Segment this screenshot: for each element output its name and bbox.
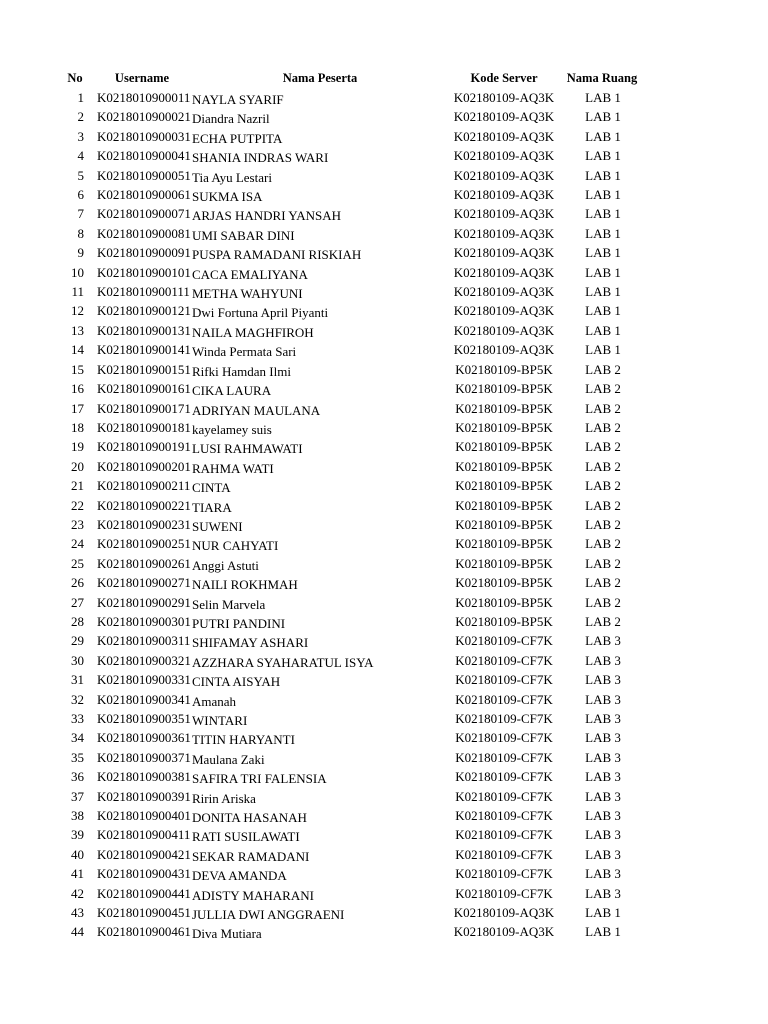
row-nama-peserta: ADRIYAN MAULANA: [192, 402, 321, 418]
row-nama-peserta: kayelamey suis: [192, 421, 272, 437]
row-kode-server: K02180109-AQ3K: [453, 284, 555, 300]
row-no: 11: [71, 284, 84, 300]
row-nama-ruang: LAB 3: [585, 691, 621, 707]
row-kode-server: K02180109-BP5K: [455, 555, 553, 571]
row-no: 3: [77, 128, 84, 144]
row-nama-ruang: LAB 3: [585, 711, 621, 726]
row-nama-peserta: NAYLA SYARIF: [192, 92, 284, 107]
table-row: [0, 360, 768, 379]
row-nama-ruang: LAB 2: [585, 439, 621, 455]
row-nama-peserta: SUKMA ISA: [192, 189, 263, 205]
row-username: K0218010900431: [97, 866, 191, 882]
row-kode-server: K02180109-CF7K: [455, 633, 553, 649]
header-username: Username: [114, 71, 170, 85]
row-kode-server: K02180109-CF7K: [455, 691, 553, 707]
row-nama-ruang: LAB 3: [585, 808, 621, 824]
row-no: 17: [71, 400, 84, 416]
row-nama-ruang: LAB 3: [585, 788, 621, 804]
row-nama-ruang: LAB 3: [585, 866, 621, 882]
row-no: 14: [71, 342, 84, 358]
row-kode-server: K02180109-AQ3K: [453, 264, 555, 280]
table-row: [0, 903, 768, 922]
table-row: [0, 88, 768, 107]
row-nama-peserta: PUSPA RAMADANI RISKIAH: [192, 247, 362, 263]
row-username: K0218010900211: [97, 478, 191, 494]
row-nama-peserta: SHIFAMAY ASHARI: [192, 635, 309, 651]
row-username: K0218010900381: [97, 769, 191, 785]
row-nama-ruang: LAB 3: [585, 730, 621, 746]
table-row: [0, 670, 768, 689]
row-no: 21: [71, 478, 84, 494]
row-nama-peserta: CINTA AISYAH: [192, 674, 281, 690]
row-nama-peserta: Maulana Zaki: [192, 751, 265, 767]
row-nama-peserta: METHA WAHYUNI: [192, 286, 303, 302]
row-username: K0218010900111: [97, 284, 190, 300]
row-kode-server: K02180109-CF7K: [455, 827, 553, 843]
table-row: [0, 806, 768, 825]
row-nama-ruang: LAB 2: [585, 536, 621, 552]
row-kode-server: K02180109-BP5K: [455, 575, 553, 591]
row-nama-peserta: TIARA: [192, 499, 232, 515]
row-no: 34: [71, 730, 84, 746]
row-username: K0218010900121: [97, 303, 191, 319]
row-no: 30: [71, 652, 84, 668]
row-no: 15: [71, 361, 84, 377]
row-username: K0218010900151: [97, 361, 191, 377]
row-nama-ruang: LAB 3: [585, 633, 621, 649]
row-kode-server: K02180109-BP5K: [455, 497, 553, 513]
row-kode-server: K02180109-AQ3K: [453, 245, 555, 261]
row-username: K0218010900311: [97, 633, 191, 649]
row-username: K0218010900161: [97, 381, 191, 397]
row-kode-server: K02180109-CF7K: [455, 808, 553, 824]
row-nama-ruang: LAB 1: [585, 206, 621, 222]
table-row: [0, 748, 768, 767]
row-nama-peserta: Anggi Astuti: [192, 557, 259, 573]
row-username: K0218010900081: [97, 225, 191, 241]
row-nama-ruang: LAB 3: [585, 749, 621, 765]
row-nama-ruang: LAB 1: [585, 924, 621, 940]
row-username: K0218010900271: [97, 575, 191, 591]
row-nama-peserta: LUSI RAHMAWATI: [192, 441, 303, 457]
row-kode-server: K02180109-BP5K: [455, 458, 553, 474]
row-kode-server: K02180109-BP5K: [455, 400, 553, 416]
table-row: [0, 185, 768, 204]
row-nama-peserta: ARJAS HANDRI YANSAH: [192, 208, 342, 224]
row-username: K0218010900341: [97, 691, 191, 707]
row-nama-peserta: Diandra Nazril: [192, 111, 270, 127]
table-row: [0, 612, 768, 631]
row-no: 6: [77, 187, 84, 203]
row-no: 39: [71, 827, 84, 843]
table-row: [0, 166, 768, 185]
row-nama-ruang: LAB 2: [585, 516, 621, 532]
row-username: K0218010900021: [97, 109, 191, 125]
row-nama-peserta: WINTARI: [192, 713, 248, 728]
row-username: K0218010900421: [97, 846, 191, 862]
table-row: [0, 321, 768, 340]
row-no: 7: [77, 206, 84, 222]
row-nama-ruang: LAB 1: [585, 303, 621, 319]
row-nama-ruang: LAB 2: [585, 361, 621, 377]
table-row: [0, 728, 768, 747]
table-row: [0, 204, 768, 223]
table-row: [0, 476, 768, 495]
row-kode-server: K02180109-AQ3K: [453, 167, 555, 183]
row-nama-peserta: Winda Permata Sari: [192, 344, 297, 360]
row-username: K0218010900091: [97, 245, 191, 261]
table-row: [0, 534, 768, 553]
row-username: K0218010900321: [97, 652, 191, 668]
row-nama-ruang: LAB 1: [585, 245, 621, 261]
row-kode-server: K02180109-BP5K: [455, 536, 553, 552]
row-nama-ruang: LAB 2: [585, 555, 621, 571]
row-username: K0218010900071: [97, 206, 191, 222]
row-nama-ruang: LAB 1: [585, 322, 621, 338]
table-row: [0, 651, 768, 670]
row-no: 20: [71, 458, 84, 474]
row-kode-server: K02180109-AQ3K: [453, 90, 555, 105]
row-username: K0218010900051: [97, 167, 191, 183]
header-kode-server: Kode Server: [470, 71, 538, 85]
row-kode-server: K02180109-CF7K: [455, 866, 553, 882]
row-nama-peserta: Dwi Fortuna April Piyanti: [192, 305, 329, 321]
table-row: [0, 631, 768, 650]
table-header-row: [0, 69, 768, 88]
row-kode-server: K02180109-BP5K: [455, 361, 553, 377]
row-nama-ruang: LAB 3: [585, 652, 621, 668]
row-kode-server: K02180109-CF7K: [455, 730, 553, 746]
row-nama-ruang: LAB 2: [585, 594, 621, 610]
row-username: K0218010900231: [97, 516, 191, 532]
row-no: 2: [77, 109, 84, 125]
row-username: K0218010900261: [97, 555, 191, 571]
row-no: 40: [71, 846, 84, 862]
row-no: 44: [71, 924, 84, 940]
row-nama-peserta: NAILA MAGHFIROH: [192, 324, 314, 340]
row-username: K0218010900401: [97, 808, 191, 824]
table-row: [0, 243, 768, 262]
row-no: 32: [71, 691, 84, 707]
row-nama-ruang: LAB 1: [585, 109, 621, 125]
row-no: 28: [71, 613, 84, 629]
row-no: 42: [71, 885, 84, 901]
row-nama-peserta: ADISTY MAHARANI: [192, 887, 314, 903]
table-row: [0, 767, 768, 786]
row-username: K0218010900331: [97, 672, 191, 688]
row-no: 4: [77, 148, 84, 164]
row-kode-server: K02180109-CF7K: [455, 846, 553, 862]
row-no: 43: [71, 905, 84, 921]
row-nama-ruang: LAB 1: [585, 225, 621, 241]
row-kode-server: K02180109-CF7K: [455, 788, 553, 804]
table-row: [0, 593, 768, 612]
row-nama-peserta: SUWENI: [192, 518, 243, 534]
row-nama-ruang: LAB 1: [585, 167, 621, 183]
row-nama-peserta: RATI SUSILAWATI: [192, 829, 300, 845]
header-nama-ruang: Nama Ruang: [566, 71, 638, 85]
row-kode-server: K02180109-BP5K: [455, 439, 553, 455]
row-nama-peserta: SHANIA INDRAS WARI: [192, 150, 329, 166]
row-nama-ruang: LAB 2: [585, 497, 621, 513]
row-no: 10: [71, 264, 84, 280]
row-kode-server: K02180109-AQ3K: [453, 148, 555, 164]
row-nama-peserta: NUR CAHYATI: [192, 538, 279, 554]
row-kode-server: K02180109-BP5K: [455, 516, 553, 532]
row-username: K0218010900291: [97, 594, 191, 610]
row-no: 5: [77, 167, 84, 183]
row-username: K0218010900041: [97, 148, 191, 164]
row-nama-ruang: LAB 3: [585, 769, 621, 785]
row-username: K0218010900221: [97, 497, 191, 513]
row-nama-ruang: LAB 1: [585, 148, 621, 164]
row-nama-ruang: LAB 3: [585, 672, 621, 688]
row-kode-server: K02180109-AQ3K: [453, 206, 555, 222]
table-row: [0, 437, 768, 456]
row-nama-ruang: LAB 2: [585, 478, 621, 494]
row-nama-peserta: CACA EMALIYANA: [192, 266, 308, 282]
row-no: 1: [77, 90, 84, 105]
row-username: K0218010900101: [97, 264, 191, 280]
table-row: [0, 554, 768, 573]
row-username: K0218010900061: [97, 187, 191, 203]
row-nama-ruang: LAB 2: [585, 419, 621, 435]
table-row: [0, 787, 768, 806]
row-username: K0218010900361: [97, 730, 191, 746]
row-nama-peserta: UMI SABAR DINI: [192, 227, 295, 243]
row-no: 8: [77, 225, 84, 241]
row-nama-ruang: LAB 3: [585, 827, 621, 843]
row-nama-peserta: JULLIA DWI ANGGRAENI: [192, 907, 345, 923]
row-kode-server: K02180109-AQ3K: [453, 128, 555, 144]
row-kode-server: K02180109-BP5K: [455, 478, 553, 494]
row-no: 36: [71, 769, 84, 785]
row-no: 26: [71, 575, 84, 591]
table-body: [0, 88, 768, 942]
row-kode-server: K02180109-BP5K: [455, 419, 553, 435]
table-row: [0, 146, 768, 165]
table-row: [0, 922, 768, 941]
table-row: [0, 457, 768, 476]
row-nama-peserta: Amanah: [192, 693, 237, 709]
row-username: K0218010900131: [97, 322, 191, 338]
row-no: 41: [71, 866, 84, 882]
row-username: K0218010900171: [97, 400, 191, 416]
row-username: K0218010900451: [97, 905, 191, 921]
row-kode-server: K02180109-AQ3K: [453, 303, 555, 319]
row-username: K0218010900461: [97, 924, 191, 940]
row-nama-peserta: Diva Mutiara: [192, 926, 262, 942]
row-nama-ruang: LAB 1: [585, 187, 621, 203]
row-kode-server: K02180109-CF7K: [455, 652, 553, 668]
header-no: No: [67, 71, 83, 85]
row-nama-peserta: Rifki Hamdan Ilmi: [192, 363, 291, 379]
row-nama-ruang: LAB 1: [585, 342, 621, 358]
table-row: [0, 340, 768, 359]
row-no: 29: [71, 633, 84, 649]
row-nama-ruang: LAB 3: [585, 885, 621, 901]
row-no: 13: [71, 322, 84, 338]
row-kode-server: K02180109-BP5K: [455, 613, 553, 629]
row-no: 12: [71, 303, 84, 319]
row-username: K0218010900301: [97, 613, 191, 629]
row-nama-ruang: LAB 1: [585, 284, 621, 300]
row-nama-ruang: LAB 1: [585, 264, 621, 280]
row-no: 18: [71, 419, 84, 435]
row-no: 24: [71, 536, 84, 552]
row-username: K0218010900391: [97, 788, 191, 804]
row-nama-ruang: LAB 3: [585, 846, 621, 862]
row-nama-peserta: Selin Marvela: [192, 596, 266, 612]
table-row: [0, 379, 768, 398]
table-row: [0, 825, 768, 844]
row-username: K0218010900201: [97, 458, 191, 474]
row-kode-server: K02180109-BP5K: [455, 381, 553, 397]
row-nama-peserta: Tia Ayu Lestari: [192, 169, 272, 185]
row-no: 33: [71, 711, 84, 726]
row-no: 25: [71, 555, 84, 571]
row-nama-ruang: LAB 2: [585, 613, 621, 629]
table-row: [0, 107, 768, 126]
row-username: K0218010900181: [97, 419, 191, 435]
row-username: K0218010900441: [97, 885, 191, 901]
row-no: 37: [71, 788, 84, 804]
row-username: K0218010900251: [97, 536, 191, 552]
row-username: K0218010900351: [97, 711, 191, 726]
row-username: K0218010900031: [97, 128, 191, 144]
row-username: K0218010900191: [97, 439, 191, 455]
row-nama-peserta: RAHMA WATI: [192, 460, 274, 476]
table-row: [0, 709, 768, 728]
row-nama-peserta: PUTRI PANDINI: [192, 615, 286, 631]
row-nama-peserta: Ririn Ariska: [192, 790, 256, 806]
table-row: [0, 127, 768, 146]
table-row: [0, 496, 768, 515]
table-row: [0, 690, 768, 709]
row-nama-ruang: LAB 2: [585, 575, 621, 591]
row-kode-server: K02180109-AQ3K: [453, 342, 555, 358]
row-nama-peserta: AZZHARA SYAHARATUL ISYA: [192, 654, 374, 670]
row-no: 19: [71, 439, 84, 455]
table-row: [0, 301, 768, 320]
row-no: 35: [71, 749, 84, 765]
row-no: 38: [71, 808, 84, 824]
row-kode-server: K02180109-CF7K: [455, 672, 553, 688]
row-kode-server: K02180109-AQ3K: [453, 109, 555, 125]
row-no: 31: [71, 672, 84, 688]
row-username: K0218010900411: [97, 827, 191, 843]
row-nama-peserta: SEKAR RAMADANI: [192, 848, 310, 864]
row-no: 22: [71, 497, 84, 513]
row-no: 27: [71, 594, 84, 610]
row-nama-peserta: DONITA HASANAH: [192, 810, 307, 826]
row-no: 9: [77, 245, 84, 261]
table-row: [0, 282, 768, 301]
row-kode-server: K02180109-AQ3K: [453, 905, 555, 921]
participant-table: [0, 69, 768, 942]
row-nama-peserta: CIKA LAURA: [192, 383, 272, 399]
row-nama-ruang: LAB 2: [585, 458, 621, 474]
row-kode-server: K02180109-AQ3K: [453, 225, 555, 241]
row-nama-ruang: LAB 2: [585, 400, 621, 416]
row-kode-server: K02180109-CF7K: [455, 711, 553, 726]
row-nama-peserta: NAILI ROKHMAH: [192, 577, 298, 593]
table-row: [0, 263, 768, 282]
row-username: K0218010900371: [97, 749, 191, 765]
row-kode-server: K02180109-AQ3K: [453, 924, 555, 940]
row-kode-server: K02180109-AQ3K: [453, 322, 555, 338]
table-row: [0, 418, 768, 437]
row-nama-peserta: DEVA AMANDA: [192, 868, 287, 884]
table-row: [0, 515, 768, 534]
table-row: [0, 399, 768, 418]
row-kode-server: K02180109-AQ3K: [453, 187, 555, 203]
row-nama-ruang: LAB 2: [585, 381, 621, 397]
row-nama-peserta: TITIN HARYANTI: [192, 732, 295, 748]
row-username: K0218010900011: [97, 90, 191, 105]
row-no: 16: [71, 381, 84, 397]
row-username: K0218010900141: [97, 342, 191, 358]
header-nama-peserta: Nama Peserta: [282, 71, 358, 85]
row-kode-server: K02180109-CF7K: [455, 769, 553, 785]
row-nama-ruang: LAB 1: [585, 90, 621, 105]
table-row: [0, 864, 768, 883]
row-nama-peserta: ECHA PUTPITA: [192, 130, 283, 146]
row-kode-server: K02180109-CF7K: [455, 885, 553, 901]
table-row: [0, 573, 768, 592]
row-kode-server: K02180109-BP5K: [455, 594, 553, 610]
table-row: [0, 224, 768, 243]
row-nama-peserta: SAFIRA TRI FALENSIA: [192, 771, 327, 787]
table-row: [0, 884, 768, 903]
row-nama-peserta: CINTA: [192, 480, 231, 496]
table-row: [0, 845, 768, 864]
row-no: 23: [71, 516, 84, 532]
row-nama-ruang: LAB 1: [585, 128, 621, 144]
row-nama-ruang: LAB 1: [585, 905, 621, 921]
row-kode-server: K02180109-CF7K: [455, 749, 553, 765]
